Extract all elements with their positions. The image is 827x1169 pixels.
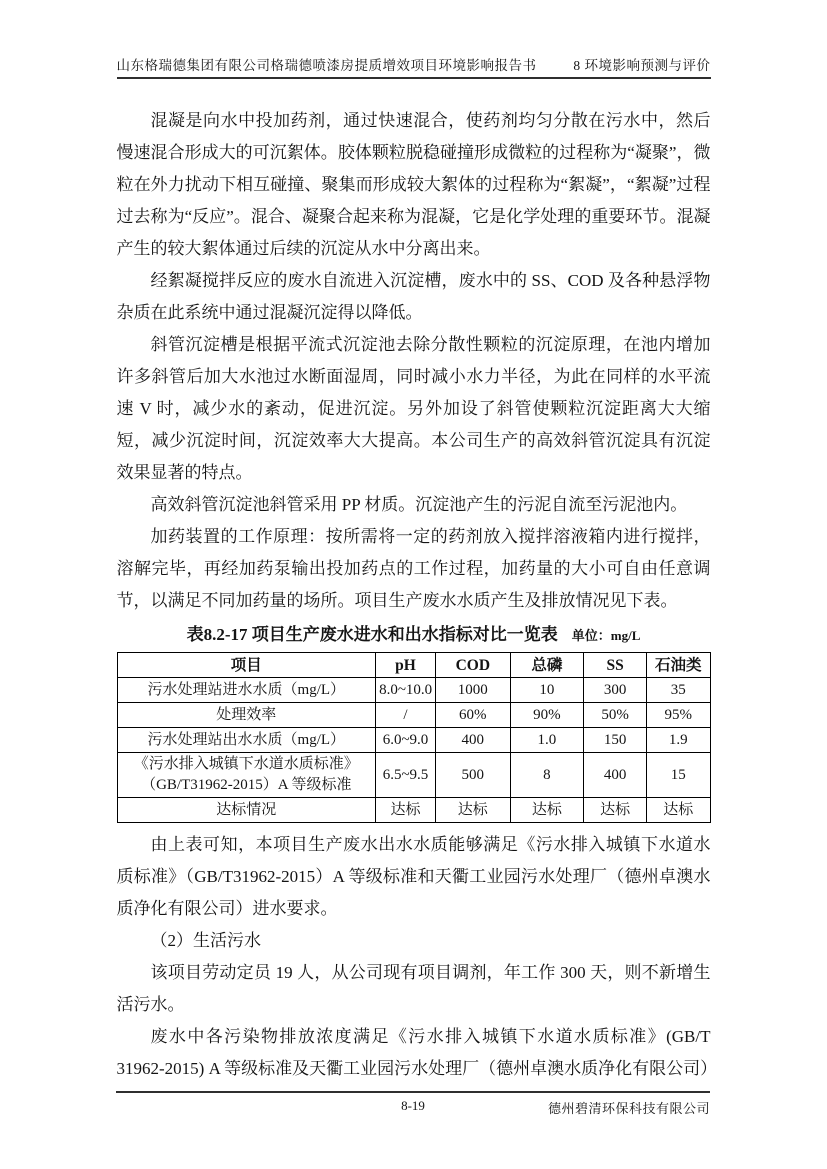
wastewater-indicator-table <box>117 652 711 823</box>
table-cell: 达标 <box>435 798 510 823</box>
paragraph: 高效斜管沉淀池斜管采用 PP 材质。沉淀池产生的污泥自流至污泥池内。 <box>150 495 688 514</box>
paragraphs-before-table <box>117 105 711 617</box>
table-unit-label: 单位：mg/L <box>571 628 641 643</box>
table-row <box>117 703 710 728</box>
table-cell: 《污水排入城镇下水道水质标准》（GB/T31962-2015）A 等级标准 <box>117 753 376 798</box>
table-cell: 300 <box>584 678 647 703</box>
table-cell: 90% <box>510 703 584 728</box>
paragraph: （2）生活污水 <box>150 931 261 950</box>
table-cell: 400 <box>435 728 510 753</box>
table-cell: 10 <box>510 678 584 703</box>
table-cell: / <box>376 703 436 728</box>
header-chapter-title: 8 环境影响预测与评价 <box>573 58 711 73</box>
table-cell: 达标 <box>584 798 647 823</box>
header-report-title: 山东格瑞德集团有限公司格瑞德喷漆房提质增效项目环境影响报告书 <box>116 58 537 73</box>
table-cell: 达标情况 <box>117 798 376 823</box>
table-caption <box>117 624 711 647</box>
table-row <box>117 678 710 703</box>
table-cell: 500 <box>435 753 510 798</box>
paragraph: 加药装置的工作原理：按所需将一定的药剂放入搅拌溶液箱内进行搅拌，溶解完毕，再经加药泵输出投加药点的工作过程，加药量的大小可自由任意调节，以满足不同加药量的场所。项目生产废水水质产生及排放情况见下表。 <box>116 527 711 610</box>
table-cell: 达标 <box>510 798 584 823</box>
table-cell: 6.0~9.0 <box>376 728 436 753</box>
paragraph: 斜管沉淀槽是根据平流式沉淀池去除分散性颗粒的沉淀原理，在池内增加许多斜管后加大水池过水断面湿周，同时减小水力半径，为此在同样的水平流速 V 时，减少水的紊动，促进沉淀。另外加设了斜管使颗粒沉淀距离大大缩短，减少沉淀时间，沉淀效率大大提高。本公司生产的高效斜管沉淀具有沉淀效果显著的特点。 <box>116 335 711 482</box>
table-cell: 1.9 <box>647 728 710 753</box>
table-cell: 35 <box>647 678 710 703</box>
table-cell: 1000 <box>435 678 510 703</box>
table-cell: 污水处理站进水水质（mg/L） <box>117 678 376 703</box>
table-body <box>117 678 710 823</box>
table-cell: 6.5~9.5 <box>376 753 436 798</box>
paragraph: 混凝是向水中投加药剂，通过快速混合，使药剂均匀分散在污水中，然后慢速混合形成大的可沉絮体。胶体颗粒脱稳碰撞形成微粒的过程称为“凝聚”，微粒在外力扰动下相互碰撞、聚集而形成较大絮体的过程称为“絮凝”，“絮凝”过程过去称为“反应”。混合、凝聚合起来称为混凝，它是化学处理的重要环节。混凝产生的较大絮体通过后续的沉淀从水中分离出来。 <box>116 111 711 258</box>
table-header-cell: pH <box>376 653 436 678</box>
table-cell: 15 <box>647 753 710 798</box>
table-cell: 8.0~10.0 <box>376 678 436 703</box>
footer-company-name: 德州碧清环保科技有限公司 <box>547 1101 710 1116</box>
table-caption-text: 表8.2-17 项目生产废水进水和出水指标对比一览表 <box>186 625 558 644</box>
table-row <box>117 753 710 798</box>
table-cell: 95% <box>647 703 710 728</box>
page-number: 8-19 <box>401 1098 425 1113</box>
table-cell: 60% <box>435 703 510 728</box>
table-cell: 50% <box>584 703 647 728</box>
table-cell: 达标 <box>376 798 436 823</box>
table-cell: 处理效率 <box>117 703 376 728</box>
table-header-cell: COD <box>435 653 510 678</box>
paragraphs-after-table <box>116 829 718 1085</box>
page-footer <box>116 1091 710 1118</box>
page-header <box>117 0 711 79</box>
table-header-cell: 项目 <box>117 653 376 678</box>
table-cell: 150 <box>584 728 647 753</box>
table-cell: 400 <box>584 753 647 798</box>
table-cell: 达标 <box>647 798 710 823</box>
table-header-cell: 总磷 <box>510 653 584 678</box>
table-cell: 8 <box>510 753 584 798</box>
paragraph: 由上表可知，本项目生产废水出水水质能够满足《污水排入城镇下水道水质标准》（GB/T31962-2015）A 等级标准和天衢工业园污水处理厂（德州卓澳水质净化有限公司）进水要求。 <box>116 835 711 918</box>
paragraph: 废水中各污染物排放浓度满足《污水排入城镇下水道水质标准》(GB/T 31962-2015) A 等级标准及天衢工业园污水处理厂（德州卓澳水质净化有限公司） <box>116 1027 718 1078</box>
table-row <box>117 728 710 753</box>
table-cell: 1.0 <box>510 728 584 753</box>
table-header-cell: SS <box>584 653 647 678</box>
table-cell: 污水处理站出水水质（mg/L） <box>117 728 376 753</box>
paragraph: 该项目劳动定员 19 人，从公司现有项目调剂，年工作 300 天，则不新增生活污水。 <box>116 963 711 1014</box>
paragraph: 经絮凝搅拌反应的废水自流进入沉淀槽，废水中的 SS、COD 及各种悬浮物杂质在此系统中通过混凝沉淀得以降低。 <box>116 271 711 322</box>
table-header-row <box>117 653 710 678</box>
table-header-cell: 石油类 <box>647 653 710 678</box>
table-row <box>117 798 710 823</box>
